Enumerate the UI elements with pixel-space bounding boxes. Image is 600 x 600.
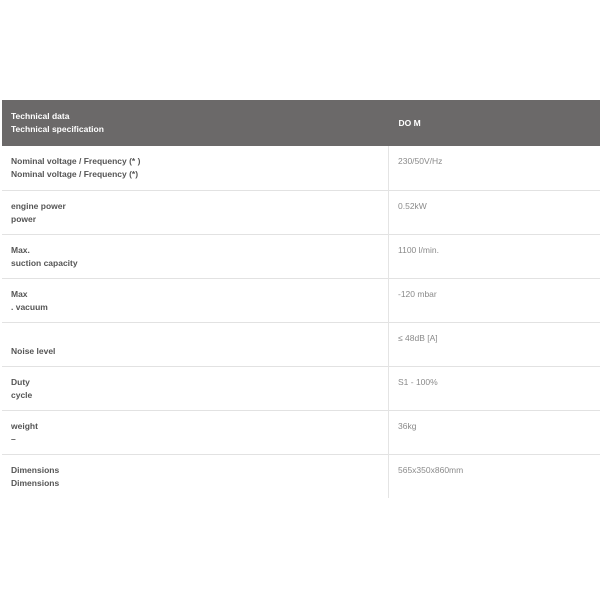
row-label-line1: Max. bbox=[11, 244, 30, 255]
row-label-line1 bbox=[11, 332, 387, 345]
row-label-line2: Nominal voltage / Frequency (*) bbox=[11, 169, 139, 179]
row-label-line1: Duty bbox=[11, 376, 30, 387]
row-value-cell: 1100 l/min. bbox=[389, 234, 600, 278]
row-label-line1: weight bbox=[11, 420, 38, 431]
row-label-cell bbox=[2, 322, 389, 366]
row-label-line2: Noise level bbox=[11, 345, 56, 356]
table-row-suction bbox=[2, 234, 600, 278]
technical-spec-table bbox=[2, 100, 600, 498]
row-value-cell: 36kg bbox=[389, 410, 600, 454]
table-header-row bbox=[2, 100, 600, 146]
row-label-line1: Max bbox=[11, 288, 28, 299]
row-label-line2: power bbox=[11, 213, 37, 224]
row-label-line1: Nominal voltage / Frequency (* ) bbox=[11, 156, 141, 166]
row-label-line1: engine power bbox=[11, 200, 66, 211]
row-value-cell: 565x350x860mm bbox=[389, 454, 600, 498]
row-label-cell bbox=[2, 190, 389, 234]
header-label-line1: Technical data bbox=[11, 111, 70, 121]
row-label-cell bbox=[2, 410, 389, 454]
table-row-duty-cycle bbox=[2, 366, 600, 410]
table-row-power bbox=[2, 190, 600, 234]
header-label-line2: Technical specification bbox=[11, 124, 104, 134]
row-label-line2: Dimensions bbox=[11, 477, 60, 488]
row-label-line2: . vacuum bbox=[11, 301, 48, 312]
table-row-dimensions bbox=[2, 454, 600, 498]
table-row-voltage bbox=[2, 146, 600, 190]
header-label-cell bbox=[2, 100, 389, 146]
table-row-vacuum bbox=[2, 278, 600, 322]
row-label-cell bbox=[2, 278, 389, 322]
row-label-cell bbox=[2, 454, 389, 498]
row-value-cell: -120 mbar bbox=[389, 278, 600, 322]
row-value-cell: 230/50V/Hz bbox=[389, 146, 600, 190]
row-label-line1: Dimensions bbox=[11, 464, 60, 475]
row-value-cell: S1 - 100% bbox=[389, 366, 600, 410]
row-label-line2: – bbox=[11, 433, 16, 444]
row-label-line2: suction capacity bbox=[11, 257, 78, 268]
row-label-cell bbox=[2, 234, 389, 278]
table-row-noise bbox=[2, 322, 600, 366]
row-value-cell: 0.52kW bbox=[389, 190, 600, 234]
row-label-line2: cycle bbox=[11, 389, 33, 400]
table-row-weight bbox=[2, 410, 600, 454]
row-label-cell bbox=[2, 366, 389, 410]
row-value-cell: ≤ 48dB [A] bbox=[389, 322, 600, 366]
row-label-cell bbox=[2, 146, 389, 190]
header-model-cell: DO M bbox=[398, 117, 421, 128]
